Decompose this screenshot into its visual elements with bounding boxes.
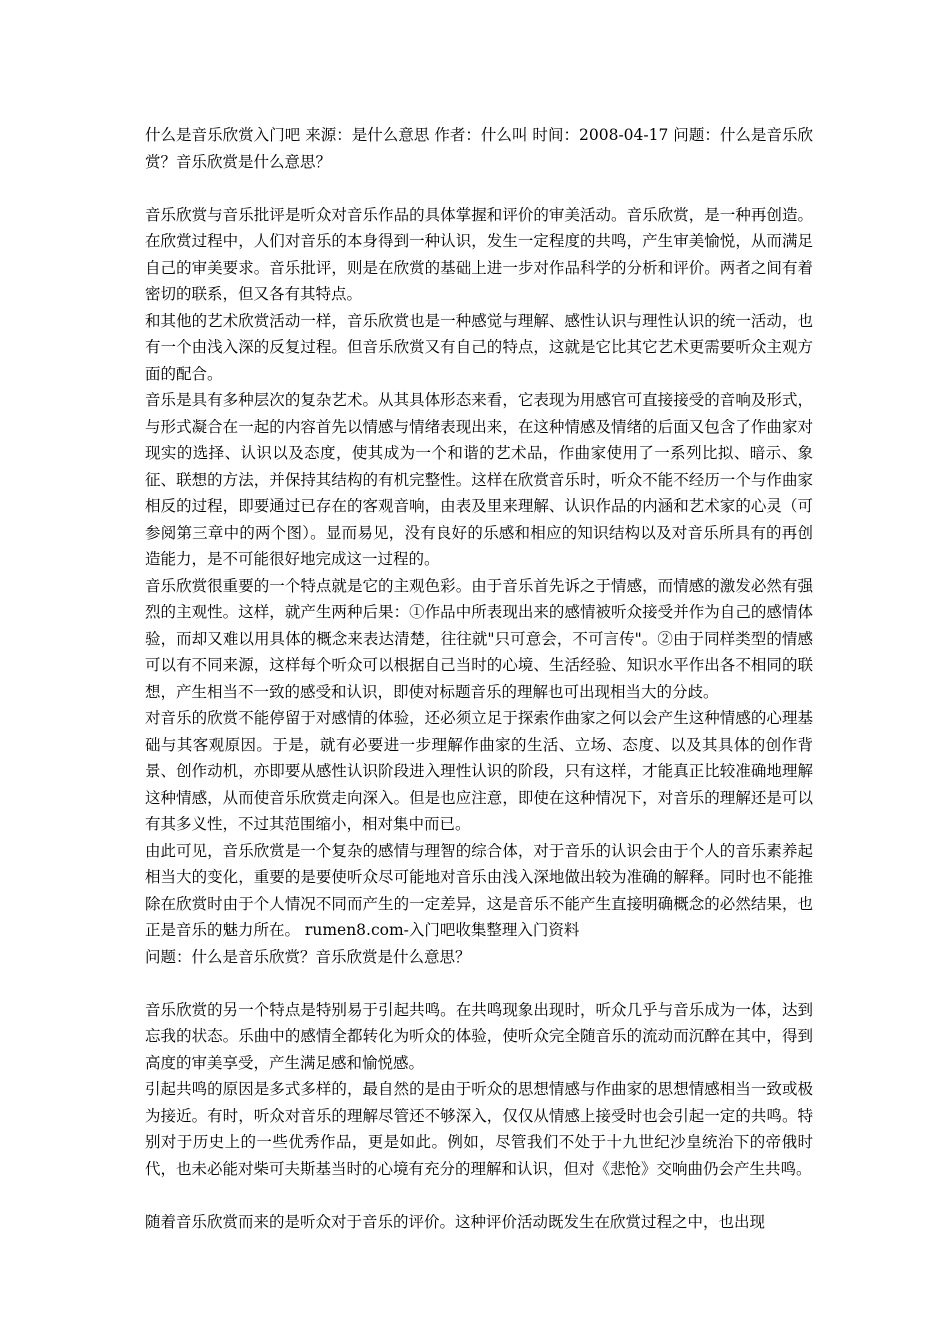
paragraph-7: 音乐欣赏的另一个特点是特别易于引起共鸣。在共鸣现象出现时，听众几乎与音乐成为一体，达到忘我的状态。乐曲中的感情全都转化为听众的体验，使听众完全随音乐的流动而沉醉在其中，得到高度的审美享受，产生满足感和愉悦感。: [145, 1000, 813, 1072]
blank-line: [145, 970, 813, 997]
paragraph-2: 和其他的艺术欣赏活动一样，音乐欣赏也是一种感觉与理解、感性认识与理性认识的统一活动，也有一个由浅入深的反复过程。但音乐欣赏又有自己的特点，这就是它比其它艺术更需要听众主观方面的配合。: [145, 311, 813, 383]
paragraph-6: 由此可见，音乐欣赏是一个复杂的感情与理智的综合体，对于音乐的认识会由于个人的音乐素养起相当大的变化，重要的是要使听众尽可能地对音乐由浅入深地做出较为准确的解释。同时也不能推除在欣赏时由于个人情况不同而产生的一定差异，这是音乐不能产生直接明确概念的必然结果，也正是音乐的魅力所在。 rumen8.com-入门吧收集整理入门资料: [145, 841, 813, 939]
paragraph-9: 随着音乐欣赏而来的是听众对于音乐的评价。这种评价活动既发生在欣赏过程之中，也出现: [145, 1212, 766, 1231]
paragraph-3: 音乐是具有多种层次的复杂艺术。从其具体形态来看，它表现为用感官可直接接受的音响及形式，与形式凝合在一起的内容首先以情感与情绪表现出来，在这种情感及情绪的后面又包含了作曲家对现实的选择、认识以及态度，使其成为一个和谐的艺术品，作曲家使用了一系列比拟、暗示、象征、联想的方法，并保持其结构的有机完整性。这样在欣赏音乐时，听众不能不经历一个与作曲家相反的过程，即要通过已存在的客观音响，由表及里来理解、认识作品的内涵和艺术家的心灵（可参阅第三章中的两个图）。显而易见，没有良好的乐感和相应的知识结构以及对音乐所具有的再创造能力，是不可能很好地完成这一过程的。: [145, 391, 813, 568]
question-line: 问题：什么是音乐欣赏？音乐欣赏是什么意思？: [145, 947, 471, 966]
blank-line: [145, 175, 813, 202]
document-header-line: 什么是音乐欣赏入门吧 来源：是什么意思 作者：什么叫 时间：2008-04-17 问题：什么是音乐欣赏？音乐欣赏是什么意思？: [145, 126, 813, 171]
paragraph-8: 引起共鸣的原因是多式多样的，最自然的是由于听众的思想情感与作曲家的思想情感相当一致或极为接近。有时，听众对音乐的理解尽管还不够深入，仅仅从情感上接受时也会引起一定的共鸣。特别对于历史上的一些优秀作品，更是如此。例如，尽管我们不处于十九世纪沙皇统治下的帝俄时代，也未必能对柴可夫斯基当时的心境有充分的理解和认识，但对《悲怆》交响曲仍会产生共鸣。: [145, 1080, 813, 1178]
paragraph-5: 对音乐的欣赏不能停留于对感情的体验，还必须立足于探索作曲家之何以会产生这种情感的心理基础与其客观原因。于是，就有必要进一步理解作曲家的生活、立场、态度、以及其具体的创作背景、创作动机，亦即要从感性认识阶段进入理性认识的阶段，只有这样，才能真正比较准确地理解这种情感，从而使音乐欣赏走向深入。但是也应注意，即使在这种情况下，对音乐的理解还是可以有其多义性，不过其范围缩小，相对集中而已。: [145, 709, 813, 833]
document-page: [145, 122, 813, 1235]
paragraph-1: 音乐欣赏与音乐批评是听众对音乐作品的具体掌握和评价的审美活动。音乐欣赏，是一种再创造。在欣赏过程中，人们对音乐的本身得到一种认识，发生一定程度的共鸣，产生审美愉悦，从而满足自己的审美要求。音乐批评，则是在欣赏的基础上进一步对作品科学的分析和评价。两者之间有着密切的联系，但又各有其特点。: [145, 205, 813, 303]
blank-line: [145, 1182, 813, 1209]
paragraph-4: 音乐欣赏很重要的一个特点就是它的主观色彩。由于音乐首先诉之于情感，而情感的激发必然有强烈的主观性。这样，就产生两种后果：①作品中所表现出来的感情被听众接受并作为自己的感情体验，而却又难以用具体的概念来表达清楚，往往就"只可意会，不可言传"。②由于同样类型的情感可以有不同来源，这样每个听众可以根据自己当时的心境、生活经验、知识水平作出各不相同的联想，产生相当不一致的感受和认识，即使对标题音乐的理解也可出现相当大的分歧。: [145, 576, 813, 701]
